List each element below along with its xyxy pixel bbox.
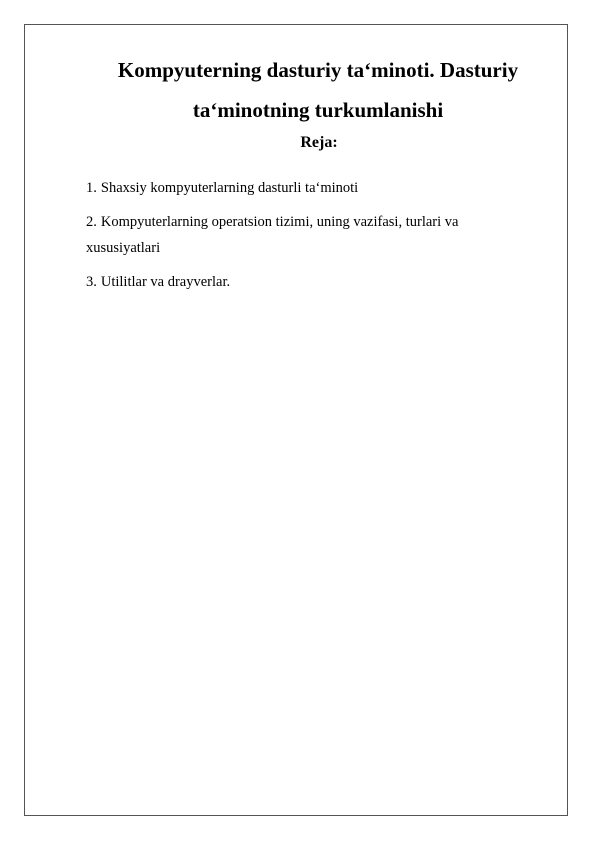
title-line-2: taʻminotning turkumlanishi bbox=[192, 98, 444, 122]
plan-item-2 bbox=[86, 209, 526, 261]
plan-item-3 bbox=[86, 269, 526, 295]
plan-list bbox=[86, 175, 526, 303]
plan-item-text: Utilitlar va drayverlar. bbox=[100, 274, 231, 290]
plan-item-text: Shaxsiy kompyuterlarning dasturli taʻminoti bbox=[100, 180, 359, 196]
document-title bbox=[70, 50, 566, 130]
plan-item-number: 3. bbox=[86, 274, 97, 290]
plan-item-text: Kompyuterlarning operatsion tizimi, uning vazifasi, turlari va xususiyatlari bbox=[86, 214, 459, 256]
title-line-1: Kompyuterning dasturiy taʻminoti. Dasturiy bbox=[117, 58, 519, 82]
plan-item-number: 2. bbox=[86, 214, 97, 230]
plan-item-1 bbox=[86, 175, 526, 201]
plan-heading: Reja: bbox=[300, 134, 338, 151]
plan-item-number: 1. bbox=[86, 180, 97, 196]
